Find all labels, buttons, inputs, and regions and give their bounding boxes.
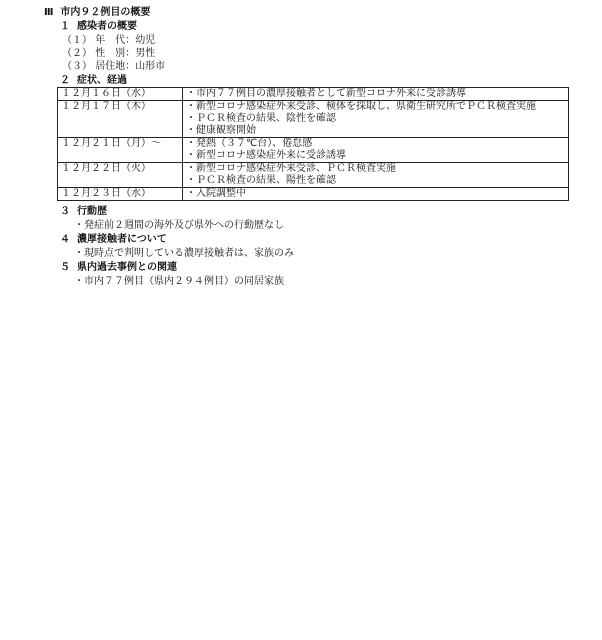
relation-text: ・市内７７例目（県内２９４例目）の同居家族 xyxy=(74,276,284,287)
events-cell xyxy=(183,101,569,138)
table-row xyxy=(58,188,569,201)
date-cell: １２月２１日（月）～ xyxy=(58,138,183,163)
event-line: ・入院調整中 xyxy=(186,188,246,199)
patient-heading xyxy=(60,20,137,33)
date-cell: １２月１６日（水） xyxy=(58,88,183,101)
patient-item-residence: （３） 居住地：山形市 xyxy=(62,61,166,72)
item-number: （１） xyxy=(62,35,92,46)
date-cell: １２月２２日（火） xyxy=(58,163,183,188)
item-value: 山形市 xyxy=(135,61,166,72)
table-row xyxy=(58,163,569,188)
patient-heading-number: １ xyxy=(60,21,70,32)
course-heading xyxy=(60,74,127,87)
events-cell xyxy=(183,88,569,101)
events-cell xyxy=(183,138,569,163)
item-label: 年 代 xyxy=(95,35,126,46)
event-line: ・ＰＣＲ検査の結果、陽性を確認 xyxy=(186,175,336,186)
contacts-heading-number: ４ xyxy=(60,234,70,245)
section-title xyxy=(44,6,150,19)
travel-heading xyxy=(60,205,107,218)
item-value: 男性 xyxy=(135,48,156,59)
event-line: ・発熱（３７℃台）、倦怠感 xyxy=(186,138,313,149)
item-value: 幼児 xyxy=(135,35,156,46)
item-number: （２） xyxy=(62,48,92,59)
travel-heading-number: ３ xyxy=(60,206,70,217)
relation-heading xyxy=(60,261,177,274)
section-number: Ⅲ xyxy=(44,7,54,18)
travel-text: ・発症前２週間の海外及び県外への行動歴なし xyxy=(74,220,284,231)
course-heading-number: ２ xyxy=(60,75,70,86)
date-cell: １２月１７日（木） xyxy=(58,101,183,138)
event-line: ・新型コロナ感染症外来に受診誘導 xyxy=(186,150,346,161)
event-line: ・健康観察開始 xyxy=(186,125,256,136)
section-title-text: 市内９２例目の概要 xyxy=(60,7,151,18)
patient-item-age: （１） 年 代：幼児 xyxy=(62,35,156,46)
course-heading-text: 症状、経過 xyxy=(76,75,127,86)
events-cell xyxy=(183,188,569,201)
contacts-heading-text: 濃厚接触者について xyxy=(76,234,167,245)
contacts-text: ・現時点で判明している濃厚接触者は、家族のみ xyxy=(74,248,294,259)
relation-heading-text: 県内過去事例との関連 xyxy=(76,262,177,273)
item-label: 居住地 xyxy=(95,61,126,72)
contacts-heading xyxy=(60,233,167,246)
travel-heading-text: 行動歴 xyxy=(76,206,107,217)
events-cell xyxy=(183,163,569,188)
item-label: 性 別 xyxy=(95,48,126,59)
item-number: （３） xyxy=(62,61,92,72)
table-row xyxy=(58,88,569,101)
table-row xyxy=(58,101,569,138)
patient-item-sex: （２） 性 別：男性 xyxy=(62,48,156,59)
patient-heading-text: 感染者の概要 xyxy=(76,21,137,32)
event-line: ・新型コロナ感染症外来受診、検体を採取し、県衛生研究所でＰＣＲ検査実施 xyxy=(186,101,536,112)
event-line: ・市内７７例目の濃厚接触者として新型コロナ外来に受診誘導 xyxy=(186,88,466,99)
date-cell: １２月２３日（水） xyxy=(58,188,183,201)
relation-heading-number: ５ xyxy=(60,262,70,273)
event-line: ・新型コロナ感染症外来受診、ＰＣＲ検査実施 xyxy=(186,163,396,174)
event-line: ・ＰＣＲ検査の結果、陰性を確認 xyxy=(186,113,336,124)
table-row xyxy=(58,138,569,163)
course-table xyxy=(57,87,569,201)
